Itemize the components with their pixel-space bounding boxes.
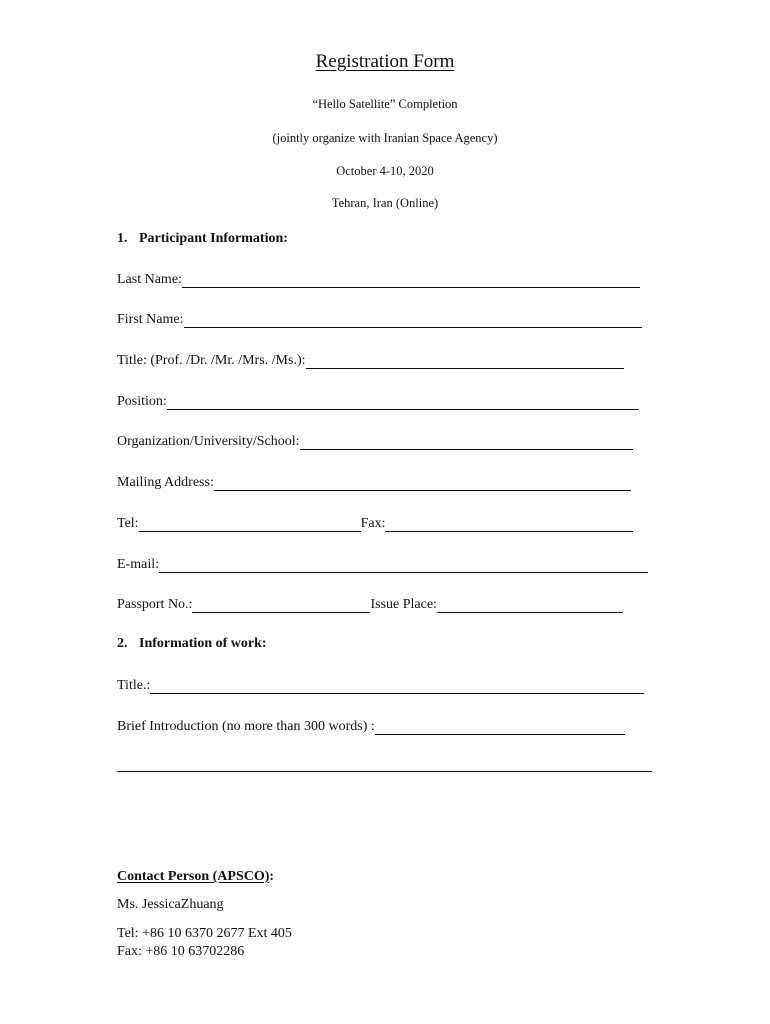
position-field[interactable] [117,392,639,410]
contact-fax: Fax: +86 10 63702286 [117,944,245,959]
tel-label: Tel: [117,516,139,531]
fax-label: Fax: [360,516,386,531]
fax-input-line[interactable] [385,517,633,532]
section-title: Participant Information: [139,231,288,246]
position-label: Position: [117,394,167,409]
mailing-address-label: Mailing Address: [117,475,214,490]
email-label: E-mail: [117,557,159,572]
last-name-label: Last Name: [117,272,182,287]
section-participant-heading [117,231,288,247]
organizer-note: (jointly organize with Iranian Space Agency) [272,131,498,145]
title-input-line[interactable] [306,354,624,369]
issue-place-input-line[interactable] [437,598,623,613]
position-input-line[interactable] [167,395,639,410]
passport-field[interactable] [117,595,623,613]
event-name: “Hello Satellite” Completion [312,97,458,111]
last-name-input-line[interactable] [182,273,640,288]
last-name-field[interactable] [117,270,640,288]
form-title: Registration Form [315,51,455,72]
brief-intro-continuation-line[interactable] [117,771,652,772]
first-name-input-line[interactable] [184,313,642,328]
brief-intro-label: Brief Introduction (no more than 300 words) : [117,719,375,734]
first-name-field[interactable] [117,310,642,328]
section-number: 1. [117,231,128,246]
title-field[interactable] [117,351,624,369]
tel-input-line[interactable] [139,517,361,532]
title-label: Title: (Prof. /Dr. /Mr. /Mrs. /Ms.): [117,353,306,368]
passport-input-line[interactable] [192,598,370,613]
mailing-address-input-line[interactable] [214,476,631,491]
first-name-label: First Name: [117,312,184,327]
contact-name: Ms. JessicaZhuang [117,897,224,912]
mailing-address-field[interactable] [117,473,631,491]
work-title-input-line[interactable] [150,679,644,694]
email-field[interactable] [117,555,648,573]
section-number: 2. [117,636,128,651]
event-location: Tehran, Iran (Online) [331,196,439,210]
issue-place-label: Issue Place: [370,597,437,612]
section-title: Information of work: [139,636,267,651]
organization-label: Organization/University/School: [117,434,300,449]
work-title-field[interactable] [117,676,644,694]
event-date: October 4-10, 2020 [336,164,434,178]
contact-heading-text: Contact Person (APSCO) [117,869,270,884]
passport-label: Passport No.: [117,597,193,612]
organization-input-line[interactable] [300,435,633,450]
work-title-label: Title.: [117,678,151,693]
contact-tel: Tel: +86 10 6370 2677 Ext 405 [117,926,292,941]
brief-intro-field[interactable] [117,717,625,735]
brief-intro-input-line[interactable] [375,720,625,735]
tel-fax-field[interactable] [117,514,633,532]
section-work-heading [117,636,267,652]
email-input-line[interactable] [159,558,648,573]
organization-field[interactable] [117,432,633,450]
contact-heading [117,869,274,885]
contact-heading-colon: : [269,869,275,884]
